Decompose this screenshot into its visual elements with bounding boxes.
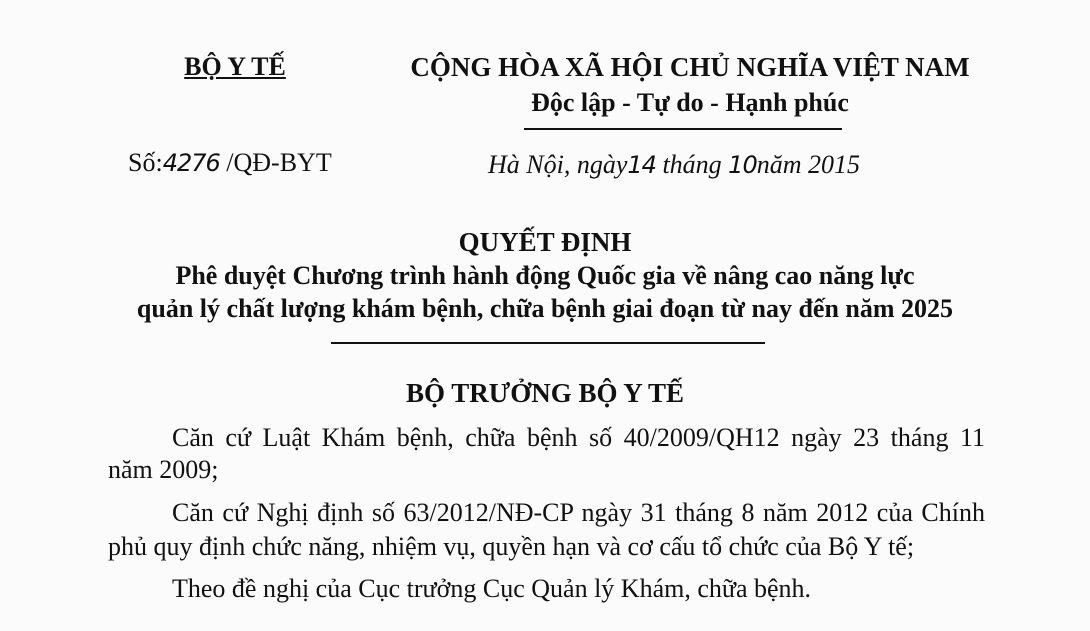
decision-heading: QUYẾT ĐỊNH [458,227,632,257]
issuer-heading: BỘ TRƯỞNG BỘ Y TẾ [405,378,685,408]
issuing-agency: BỘ Y TẾ [184,52,286,81]
date-month-handwritten: 10 [728,151,757,179]
date-place: Hà Nội, ngày [488,150,628,179]
paragraph-3: Theo đề nghị của Cục trưởng Cục Quản lý Khám, chữa bệnh. [172,574,812,603]
date-line [488,150,860,180]
document-number-suffix: /QĐ-BYT [219,148,332,177]
date-year: năm 2015 [756,150,860,179]
decision-subject-line-1: Phê duyệt Chương trình hành động Quốc gia về nâng cao năng lực [175,261,915,290]
national-title: CỘNG HÒA XÃ HỘI CHỦ NGHĨA VIỆT NAM [410,52,970,82]
document-number-handwritten: 4276 [162,149,220,177]
date-day-handwritten: 14 [627,151,656,179]
national-motto: Độc lập - Tự do - Hạnh phúc [531,88,849,117]
date-month-label: tháng [655,150,729,179]
motto-underline [524,128,842,130]
paragraph-1-line-1: Căn cứ Luật Khám bệnh, chữa bệnh số 40/2009/QH12 ngày 23 tháng 11 [172,423,985,452]
title-divider [331,342,765,344]
paragraph-2-line-2: phủ quy định chức năng, nhiệm vụ, quyền hạn và cơ cấu tổ chức của Bộ Y tế; [108,532,915,561]
paragraph-1-line-2: năm 2009; [108,455,219,484]
decision-subject-line-2: quản lý chất lượng khám bệnh, chữa bệnh giai đoạn từ nay đến năm 2025 [136,294,954,323]
paragraph-2-line-1: Căn cứ Nghị định số 63/2012/NĐ-CP ngày 31 tháng 8 năm 2012 của Chính [172,498,985,527]
document-number-prefix: Số: [128,148,163,177]
document-number [128,148,332,178]
